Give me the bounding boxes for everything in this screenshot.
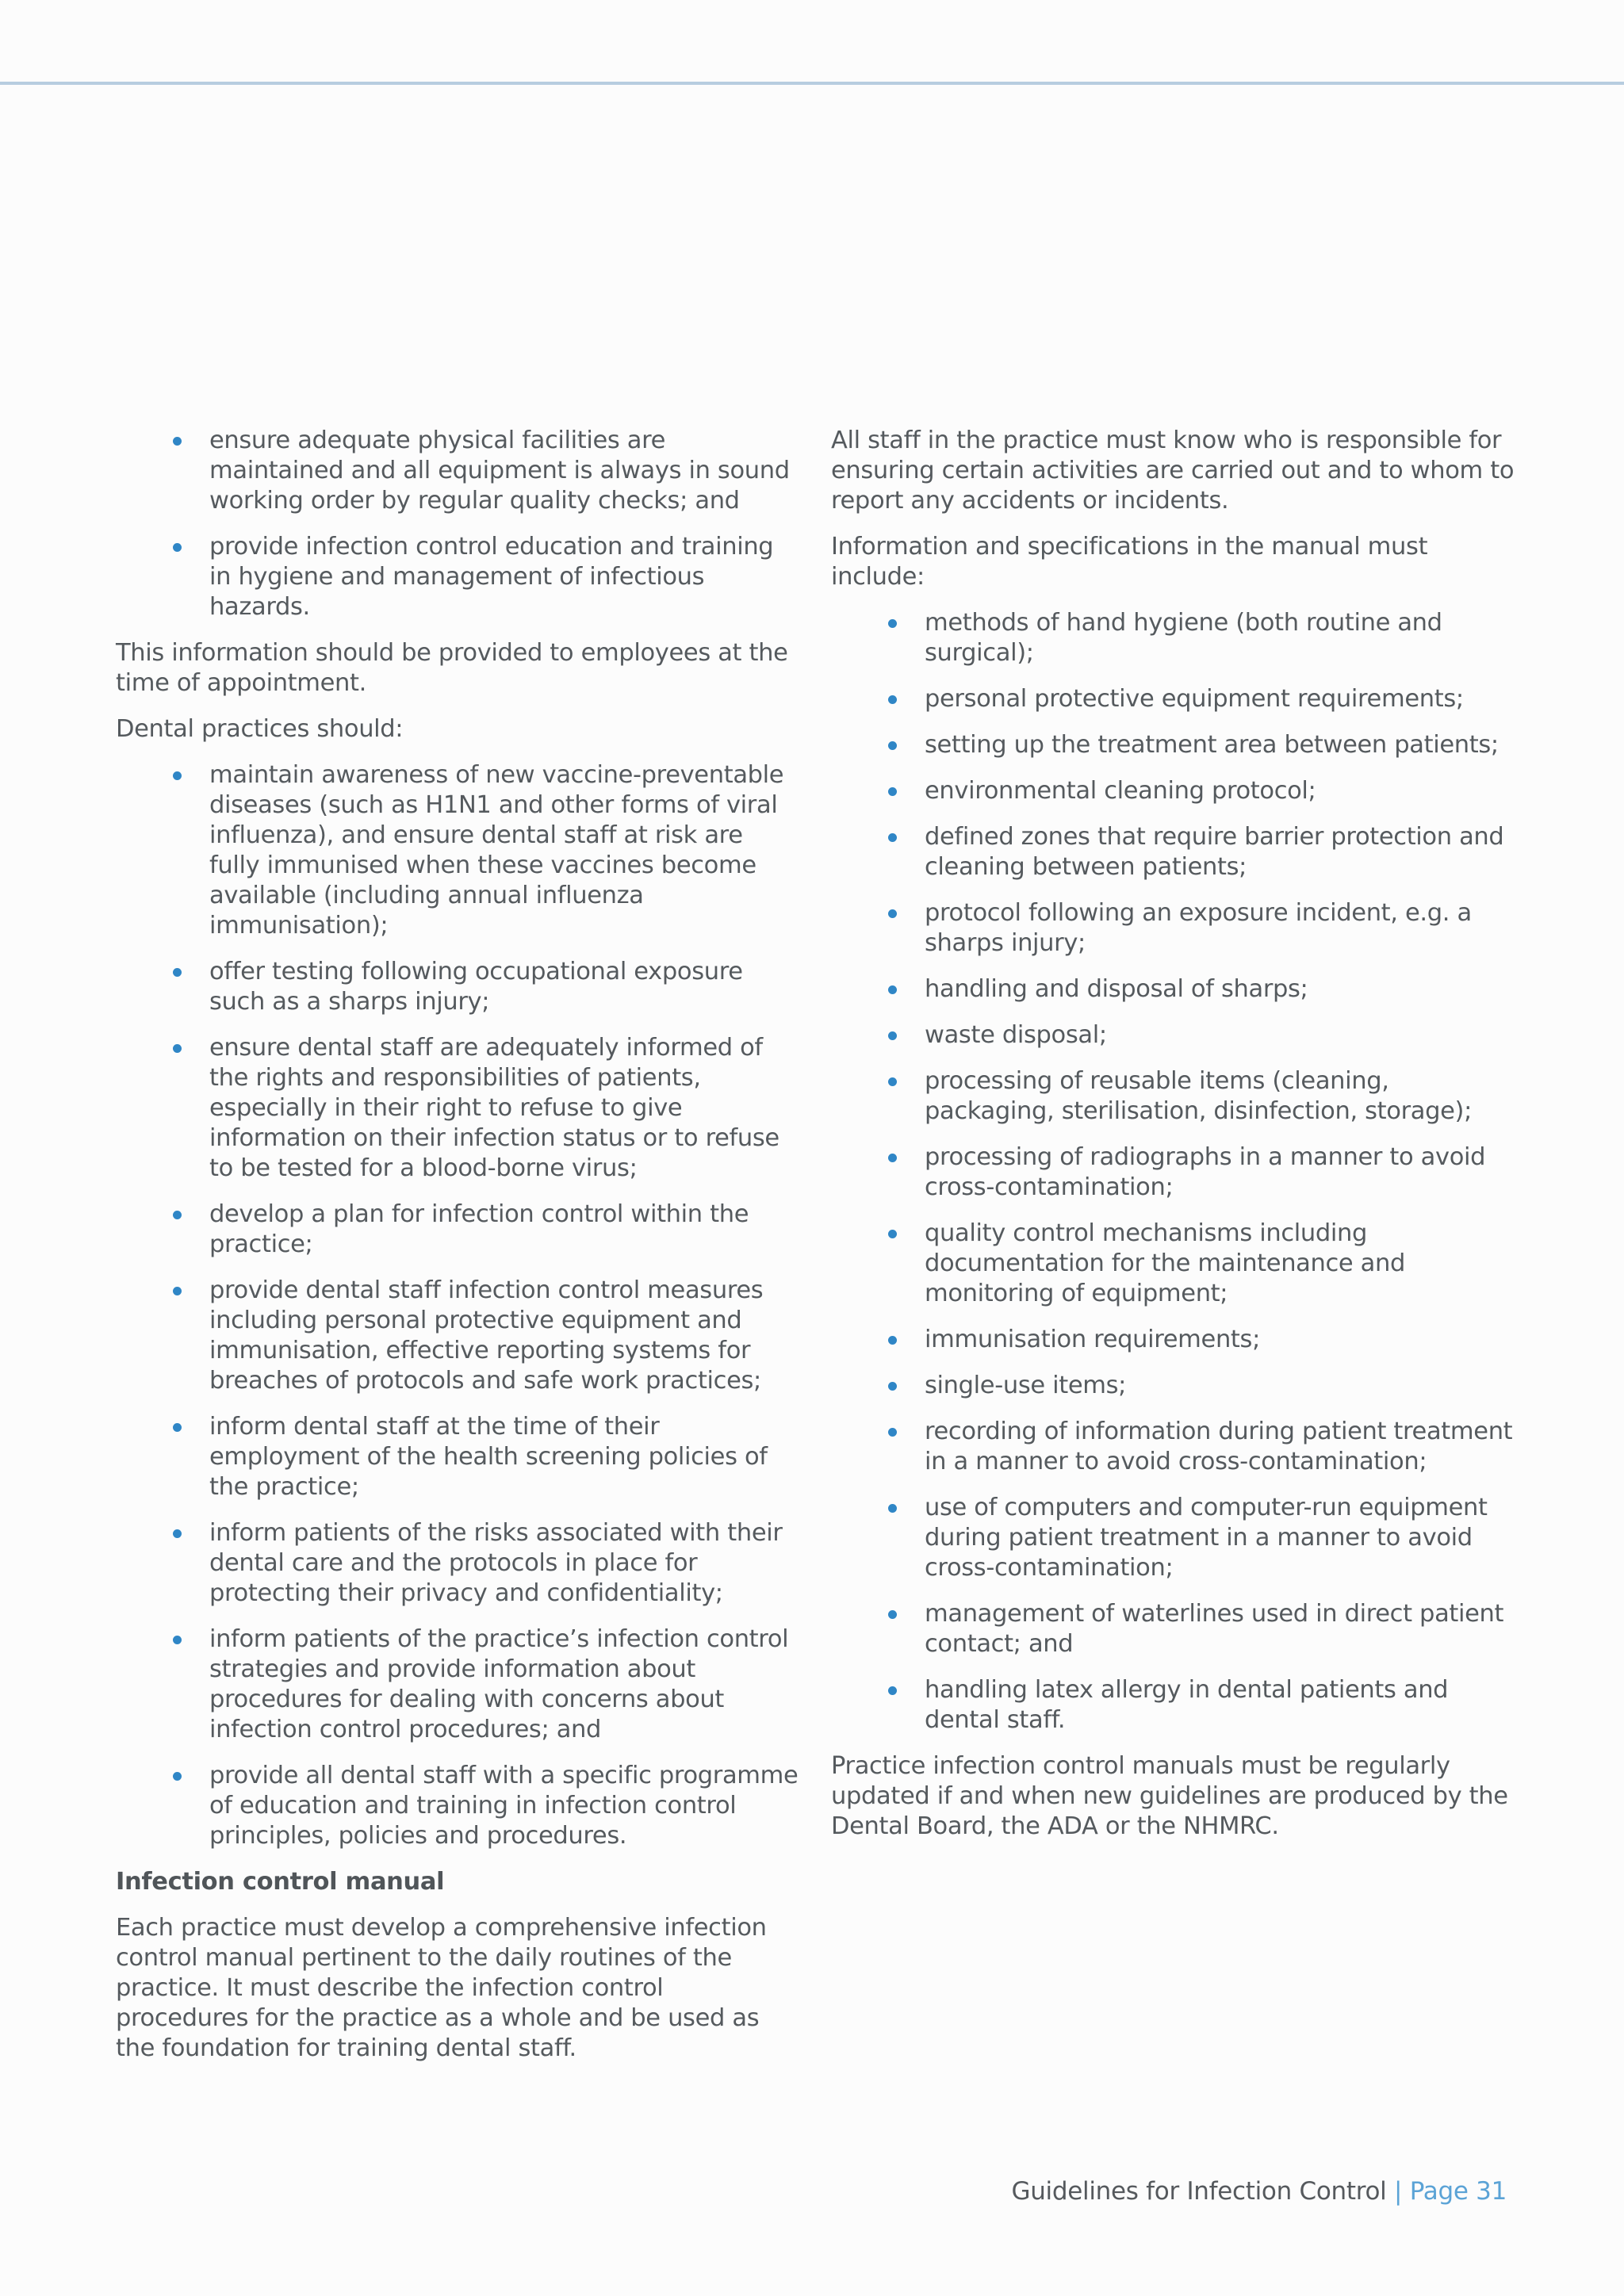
bullet-text: provide infection control education and training in hygiene and management of infectious hazards.: [209, 533, 774, 621]
page-number: Page 31: [1409, 2177, 1507, 2206]
bullet-text: handling latex allergy in dental patients and dental staff.: [925, 1676, 1449, 1734]
bullet-icon: [173, 1529, 182, 1538]
bullet-icon: [888, 833, 897, 842]
list-item: [925, 776, 1515, 806]
bullet-text: immunisation requirements;: [925, 1326, 1260, 1353]
bullet-icon: [888, 1230, 897, 1238]
bullet-icon: [888, 1610, 897, 1619]
manual-requirements-intro: Information and specifications in the manual must include:: [831, 533, 1428, 591]
bullet-text: inform dental staff at the time of their employment of the health screening policies of the practice;: [209, 1413, 768, 1501]
list-item: [209, 760, 799, 941]
bullet-text: provide all dental staff with a specific programme of education and training in infection control principles, policies and procedures.: [209, 1762, 799, 1850]
bullet-text: maintain awareness of new vaccine-preventable diseases (such as H1N1 and other forms of viral influenza), and ensure dental staff at risk are fully immunised when these vaccines become available (including annual influenza immunisation);: [209, 761, 784, 939]
closing-paragraph: Practice infection control manuals must be regularly updated if and when new guidelines are produced by the Dental Board, the ADA or the NHMRC.: [831, 1752, 1508, 1840]
right-column: [831, 426, 1515, 1858]
bullet-text: inform patients of the practice’s infection control strategies and provide information about procedures for dealing with concerns about infection control procedures; and: [209, 1625, 789, 1743]
bullet-icon: [888, 1504, 897, 1513]
list-item: [209, 1412, 799, 1502]
bullet-icon: [888, 1154, 897, 1162]
list-item: [209, 957, 799, 1017]
bullet-icon: [888, 787, 897, 796]
bullet-text: quality control mechanisms including documentation for the maintenance and monitoring of equipment;: [925, 1219, 1406, 1307]
list-item: [925, 1417, 1515, 1477]
bullet-icon: [173, 1287, 182, 1295]
bullet-text: single-use items;: [925, 1372, 1127, 1399]
footer-separator: |: [1394, 2177, 1403, 2206]
list-item: [209, 1276, 799, 1396]
intro-bullet-list: [116, 426, 799, 622]
staff-paragraph: All staff in the practice must know who is responsible for ensuring certain activities are carried out and to whom to report any accidents or incidents.: [831, 427, 1515, 515]
bullet-text: waste disposal;: [925, 1021, 1107, 1049]
bullet-text: use of computers and computer-run equipment during patient treatment in a manner to avoid cross-contamination;: [925, 1494, 1488, 1582]
bullet-icon: [173, 437, 182, 446]
bullet-text: personal protective equipment requirements;: [925, 685, 1464, 713]
list-item: [209, 1518, 799, 1609]
bullet-text: setting up the treatment area between patients;: [925, 731, 1499, 759]
left-column: [116, 426, 799, 2080]
bullet-icon: [888, 619, 897, 628]
bullet-text: ensure adequate physical facilities are maintained and all equipment is always in sound working order by regular quality checks; and: [209, 427, 790, 515]
bullet-text: management of waterlines used in direct patient contact; and: [925, 1600, 1504, 1658]
bullet-icon: [173, 968, 182, 977]
bullet-icon: [888, 1077, 897, 1086]
list-item: [925, 608, 1515, 668]
list-item: [209, 1624, 799, 1745]
bullet-icon: [888, 741, 897, 750]
list-item: [925, 1219, 1515, 1309]
bullet-text: offer testing following occupational exposure such as a sharps injury;: [209, 958, 743, 1016]
bullet-text: recording of information during patient treatment in a manner to avoid cross-contamination;: [925, 1418, 1513, 1475]
bullet-icon: [173, 1423, 182, 1432]
list-item: [925, 1325, 1515, 1355]
bullet-text: develop a plan for infection control within the practice;: [209, 1200, 749, 1258]
bullet-text: protocol following an exposure incident, e.g. a sharps injury;: [925, 899, 1472, 957]
list-item: [925, 1066, 1515, 1127]
list-item: [209, 1033, 799, 1184]
bullet-icon: [173, 543, 182, 552]
bullet-text: defined zones that require barrier protection and cleaning between patients;: [925, 823, 1504, 881]
bullet-icon: [888, 1428, 897, 1437]
header-rule: [0, 82, 1624, 85]
bullet-icon: [888, 1686, 897, 1695]
list-item: [925, 1599, 1515, 1659]
bullet-text: inform patients of the risks associated with their dental care and the protocols in place for protecting their privacy and confidentiality;: [209, 1519, 783, 1607]
bullet-text: methods of hand hygiene (both routine and surgical);: [925, 609, 1442, 667]
bullet-icon: [888, 985, 897, 994]
bullet-icon: [888, 909, 897, 918]
bullet-icon: [173, 771, 182, 780]
list-item: [925, 1142, 1515, 1203]
bullet-text: processing of radiographs in a manner to avoid cross-contamination;: [925, 1143, 1486, 1201]
manual-requirements-bullet-list: [831, 608, 1515, 1735]
bullet-text: handling and disposal of sharps;: [925, 975, 1308, 1003]
section-heading: Infection control manual: [116, 1868, 445, 1896]
list-item: [925, 974, 1515, 1004]
appointment-paragraph: This information should be provided to employees at the time of appointment.: [116, 639, 788, 697]
list-item: [925, 1675, 1515, 1735]
list-item: [209, 532, 799, 622]
list-item: [209, 426, 799, 516]
bullet-text: environmental cleaning protocol;: [925, 777, 1316, 805]
bullet-icon: [888, 1382, 897, 1391]
footer-title: Guidelines for Infection Control: [1011, 2177, 1387, 2206]
manual-paragraph: Each practice must develop a comprehensive infection control manual pertinent to the daily routines of the practice. It must describe the infection control procedures for the practice as a whole and be used as the foundation for training dental staff.: [116, 1914, 767, 2062]
list-item: [209, 1200, 799, 1260]
bullet-icon: [173, 1211, 182, 1219]
dental-practices-intro: Dental practices should:: [116, 715, 404, 743]
bullet-icon: [173, 1044, 182, 1053]
bullet-text: processing of reusable items (cleaning, packaging, sterilisation, disinfection, storage);: [925, 1067, 1473, 1125]
list-item: [925, 822, 1515, 882]
list-item: [925, 898, 1515, 959]
list-item: [925, 1371, 1515, 1401]
bullet-icon: [888, 1336, 897, 1345]
list-item: [925, 730, 1515, 760]
list-item: [925, 684, 1515, 714]
list-item: [925, 1493, 1515, 1583]
bullet-icon: [173, 1636, 182, 1644]
bullet-text: ensure dental staff are adequately informed of the rights and responsibilities of patients, especially in their right to refuse to give information on their infection status or to refuse to be tested for a blood-borne virus;: [209, 1034, 779, 1182]
bullet-icon: [888, 695, 897, 704]
list-item: [209, 1761, 799, 1851]
list-item: [925, 1020, 1515, 1050]
page-footer: [1011, 2177, 1507, 2206]
bullet-icon: [888, 1031, 897, 1040]
dental-practices-bullet-list: [116, 760, 799, 1851]
bullet-text: provide dental staff infection control measures including personal protective equipment and immunisation, effective reporting systems for breaches of protocols and safe work practices;: [209, 1276, 764, 1395]
bullet-icon: [173, 1772, 182, 1781]
